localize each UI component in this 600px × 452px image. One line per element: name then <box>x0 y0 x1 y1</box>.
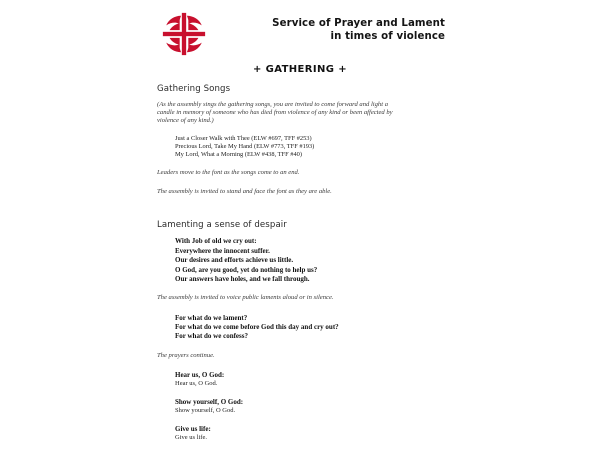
leader-line: Everywhere the innocent suffer. <box>175 246 270 255</box>
lament-subheading: Lamenting a sense of despair <box>157 220 287 231</box>
leader-line: Our desires and efforts achieve us little. <box>175 256 294 265</box>
leader-line: Show yourself, O God: <box>175 397 244 406</box>
gathering-songs-subheading: Gathering Songs <box>157 84 231 94</box>
page-title <box>230 18 445 43</box>
page-title-line2: in times of violence <box>330 30 445 42</box>
rubric-text-line: (As the assembly sings the gathering songs, you are invited to come forward and light a <box>157 101 389 108</box>
rubric-leaders-move: Leaders move to the font as the songs come to an end. <box>157 168 300 176</box>
response-pair <box>157 425 445 443</box>
leader-line: Hear us, O God: <box>175 370 225 379</box>
leader-line: For what do we lament? <box>175 313 248 322</box>
leader-line: For what do we come before God this day and cry out? <box>175 322 339 331</box>
assembly-line: Show yourself, O God. <box>175 407 236 415</box>
response-pair <box>157 398 445 416</box>
lament-questions-block <box>157 314 445 342</box>
leader-line: Our answers have holes, and we fall through. <box>175 274 310 283</box>
rubric-prayers-continue: The prayers continue. <box>157 351 215 359</box>
assembly-line: Hear us, O God. <box>175 380 218 388</box>
list-item: Just a Closer Walk with Thee (ELW #697, TFF #253) <box>175 134 312 142</box>
leader-line: With Job of old we cry out: <box>175 237 257 246</box>
rubric-voice-laments: The assembly is invited to voice public laments aloud or in silence. <box>157 294 334 302</box>
document-body <box>157 84 445 452</box>
list-item: Precious Lord, Take My Hand (ELW #773, TFF #193) <box>175 142 315 150</box>
response-pair <box>157 371 445 389</box>
page-title-line1: Service of Prayer and Lament <box>272 18 445 29</box>
assembly-line: Give us life. <box>175 434 207 442</box>
job-lament-block <box>157 237 445 284</box>
rubric-text-line: candle in memory of someone who has died from violence of any kind or been affected by <box>157 109 393 117</box>
leader-line: O God, are you good, yet do nothing to help us? <box>175 265 318 274</box>
gathering-rubric <box>157 101 445 126</box>
masthead <box>155 8 445 60</box>
rubric-assembly-stand: The assembly is invited to stand and face the font as they are able. <box>157 188 332 196</box>
hymn-list <box>157 135 445 159</box>
section-heading: + GATHERING + <box>252 64 348 75</box>
list-item: My Lord, What a Morning (ELW #438, TFF #40) <box>175 150 302 158</box>
leader-line: Give us life: <box>175 424 211 433</box>
elca-cross-logo-icon <box>160 10 208 58</box>
leader-line: For what do we confess? <box>175 332 248 341</box>
rubric-text-line: violence of any kind.) <box>157 117 214 125</box>
